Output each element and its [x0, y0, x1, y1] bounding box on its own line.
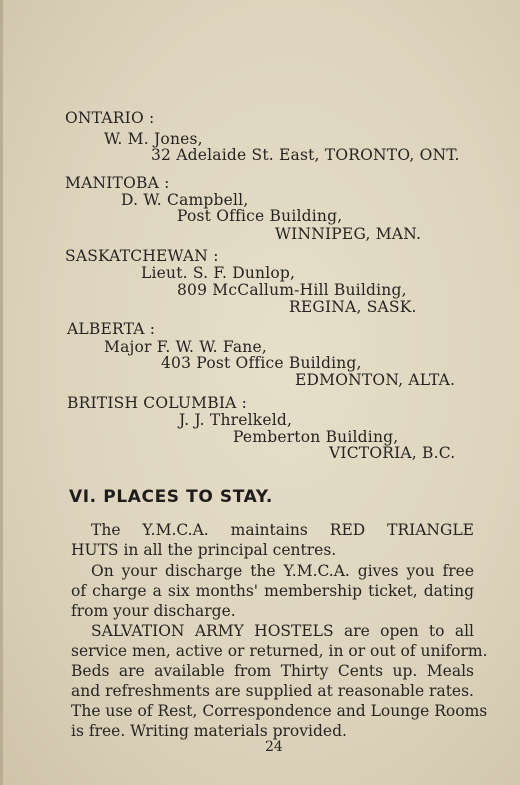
paragraph-line: Beds are available from Thirty Cents up. Meals [71, 662, 474, 680]
paragraph-line: The Y.M.C.A. maintains RED TRIANGLE [91, 521, 474, 539]
paragraph-line: and refreshments are supplied at reasonable rates. [71, 682, 474, 700]
ontario-contact-name: W. M. Jones, [104, 130, 203, 148]
paragraph-line: SALVATION ARMY HOSTELS are open to all [91, 622, 474, 640]
saskatchewan-address-building: 809 McCallum-Hill Building, [177, 281, 407, 299]
saskatchewan-contact-name: Lieut. S. F. Dunlop, [141, 264, 296, 282]
paragraph-salvation-army [71, 621, 488, 741]
paragraph-line: The use of Rest, Correspondence and Lounge Rooms [71, 702, 488, 720]
british-columbia-address-city: VICTORIA, B.C. [329, 444, 456, 462]
british-columbia-address-building: Pemberton Building, [233, 428, 399, 446]
paragraph-line: HUTS in all the principal centres. [71, 541, 337, 559]
saskatchewan-address-city: REGINA, SASK. [289, 298, 417, 316]
paragraph-ymca-huts [71, 520, 474, 560]
alberta-address-city: EDMONTON, ALTA. [295, 371, 456, 389]
region-heading-british-columbia: BRITISH COLUMBIA : [67, 394, 248, 412]
region-heading-ontario: ONTARIO : [65, 109, 155, 127]
section-heading: VI. PLACES TO STAY. [69, 487, 273, 507]
manitoba-contact-name: D. W. Campbell, [121, 191, 249, 209]
paragraph-line: service men, active or returned, in or out of uniform. [71, 642, 488, 660]
paragraph-line: On your discharge the Y.M.C.A. gives you free [91, 562, 474, 580]
alberta-address-building: 403 Post Office Building, [161, 354, 362, 372]
region-heading-alberta: ALBERTA : [67, 320, 156, 338]
alberta-contact-name: Major F. W. W. Fane, [104, 338, 267, 356]
paragraph-line: of charge a six months' membership ticket, dating [71, 582, 474, 600]
page-number: 24 [265, 739, 283, 755]
paragraph-line: from your discharge. [71, 602, 236, 620]
paragraph-line: is free. Writing materials provided. [71, 722, 347, 740]
paragraph-membership-ticket [71, 561, 474, 621]
manitoba-address-building: Post Office Building, [177, 207, 343, 225]
region-heading-manitoba: MANITOBA : [65, 174, 170, 192]
british-columbia-contact-name: J. J. Threlkeld, [179, 411, 293, 429]
region-heading-saskatchewan: SASKATCHEWAN : [65, 247, 219, 265]
ontario-address: 32 Adelaide St. East, TORONTO, ONT. [151, 146, 460, 164]
manitoba-address-city: WINNIPEG, MAN. [275, 225, 422, 243]
